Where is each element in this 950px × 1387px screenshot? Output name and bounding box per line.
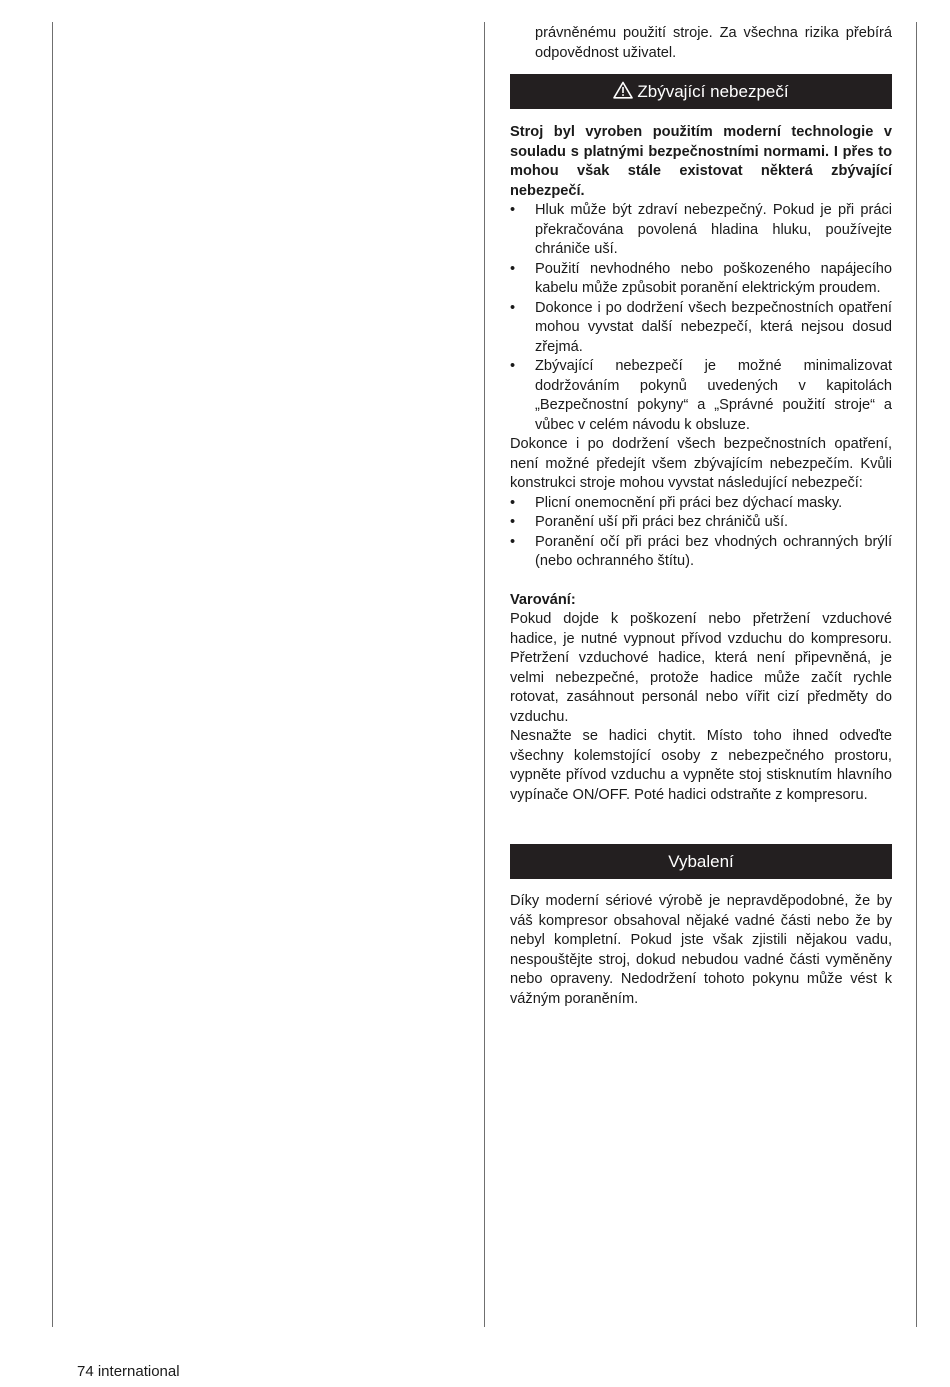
list-item: • Použití nevhodného nebo poškozeného napájecího kabelu může způsobit poranění elektrickým proudem. [510, 260, 892, 299]
warning-icon [613, 81, 633, 99]
page-footer: 74 international [77, 1363, 180, 1380]
list-item: • Plicní onemocnění při práci bez dýchací masky. [510, 494, 892, 514]
warning-paragraph-2: Nesnažte se hadici chytit. Místo toho ihned odveďte všechny kolemstojící osoby z nebezpečného prostoru, vypněte přívod vzduchu a vypněte stoj stisknutím hlavního vypínače ON/OFF. Poté hadici odstraňte z kompresoru. [510, 728, 892, 803]
warning-paragraph-1: Pokud dojde k poškození nebo přetržení vzduchové hadice, je nutné vypnout přívod vzduchu do kompresoru. Přetržení vzduchové hadice, která není připevněná, je velmi nebezpečné, protože hadice může začít rychle rotovat, zasáhnout personál nebo vířit cizí předměty do vzduchu. [510, 611, 892, 725]
left-margin-line [52, 22, 53, 1327]
column-divider-line [484, 22, 485, 1327]
residual-risks-paragraph: Dokonce i po dodržení všech bezpečnostních opatření, není možné předejít všem zbývajícím nebezpečím. Kvůli konstrukci stroje mohou vyvstat následující nebezpečí: [510, 436, 892, 491]
intro-paragraph: Stroj byl vyroben použitím moderní technologie v souladu s platnými bezpečnostními normami. I přes to mohou však stále existovat některá zbývající nebezpečí. [510, 124, 892, 199]
section-title: Vybalení [668, 852, 734, 871]
list-item: • Poranění uší při práci bez chráničů uší. [510, 513, 892, 533]
list-item: • Hluk může být zdraví nebezpečný. Pokud je při práci překračována povolená hladina hluku, používejte chrániče uší. [510, 201, 892, 260]
list-item: • Zbývající nebezpečí je možné minimalizovat dodržováním pokynů uvedených v kapitolách „Bezpečnostní pokyny“ a „Správné použití stroje“ a vůbec v celém návodu k obsluze. [510, 357, 892, 435]
unpacking-paragraph: Díky moderní sériové výrobě je nepravděpodobné, že by váš kompresor obsahoval nějaké vadné části nebo že by nebyl kompletní. Pokud jste však zjistili nějakou vadu, nespouštějte stroj, dokud nebudou vadné části vyměněny nebo opraveny. Nedodržení tohoto pokynu může vést k vážným poraněním. [510, 893, 892, 1007]
hazards-list [510, 494, 892, 572]
section-heading-residual-risks [510, 74, 892, 109]
list-item: • Dokonce i po dodržení všech bezpečnostních opatření mohou vyvstat další nebezpečí, která nejsou dosud zřejmá. [510, 299, 892, 358]
continued-text: právněnému použití stroje. Za všechna rizika přebírá odpovědnost uživatel. [535, 25, 892, 61]
right-margin-line [916, 22, 917, 1327]
right-column [510, 24, 892, 1009]
section-title: Zbývající nebezpečí [637, 82, 789, 101]
list-item: • Poranění očí při práci bez vhodných ochranných brýlí (nebo ochranného štítu). [510, 533, 892, 572]
warning-heading: Varování: [510, 591, 576, 608]
section-heading-unpacking [510, 844, 892, 879]
residual-risks-list [510, 201, 892, 435]
